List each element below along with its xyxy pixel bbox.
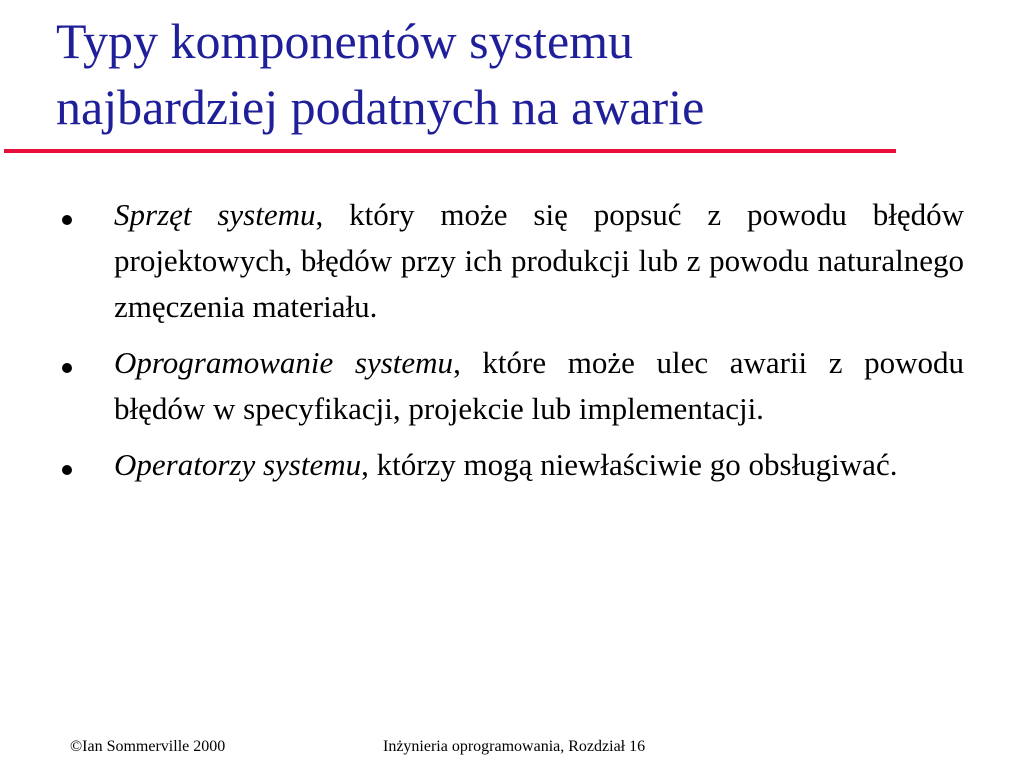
bullet-item-operators: [60, 442, 964, 488]
bullet-body: , który może się popsuć z powodu błędów projektowych, błędów przy ich produkcji lub z powodu naturalnego zmęczenia materiału.: [114, 197, 964, 324]
bullet-text: [114, 192, 964, 330]
slide-title-line-1: Typy komponentów systemu: [56, 13, 634, 69]
title-divider: [4, 149, 896, 153]
bullet-text: [114, 442, 964, 488]
bullet-dot-icon: [62, 465, 72, 475]
bullet-dot-icon: [62, 215, 72, 225]
footer-course: Inżynieria oprogramowania, Rozdział 16: [383, 738, 646, 755]
bullet-term: Oprogramowanie systemu: [114, 345, 454, 380]
slide-title-line-2: najbardziej podatnych na awarie: [56, 79, 705, 135]
footer-copyright: ©Ian Sommerville 2000: [70, 738, 226, 755]
bullet-text: [114, 340, 964, 432]
bullet-dot-icon: [62, 363, 72, 373]
bullet-body: , które może ulec awarii z powodu błędów w specyfikacji, projekcie lub implementacji.: [114, 345, 965, 426]
bullet-term: Sprzęt systemu: [114, 197, 316, 232]
bullet-list: [60, 192, 964, 498]
slide-title: [56, 8, 956, 140]
bullet-item-hardware: [60, 192, 964, 330]
bullet-term: Operatorzy systemu: [114, 447, 362, 482]
bullet-item-software: [60, 340, 964, 432]
bullet-body: , którzy mogą niewłaściwie go obsługiwać.: [361, 447, 898, 482]
